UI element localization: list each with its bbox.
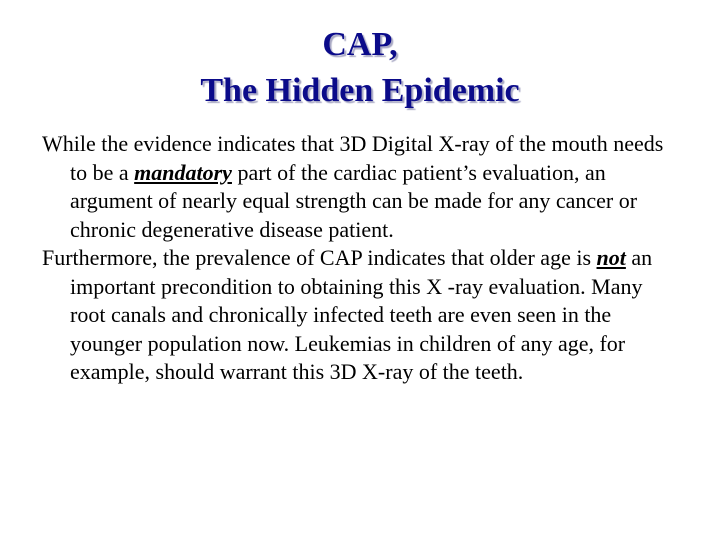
emphasis-not: not — [596, 245, 626, 270]
title-line-2: The Hidden Epidemic — [200, 72, 520, 109]
emphasis-mandatory: mandatory — [134, 159, 232, 185]
paragraph-1-text-after: part of the cardiac patient’s evaluation, an argument of nearly equal strength can be made for any cancer or chronic degenerative disease patient. — [70, 159, 638, 242]
body-paragraph-1 — [42, 130, 682, 244]
paragraph-1-text-before: While the evidence indicates that 3D Digital X-ray of the mouth needs to be a — [42, 131, 664, 185]
title-line-1: CAP, — [322, 26, 398, 63]
body-paragraph-2 — [42, 244, 682, 387]
paragraph-2-text-after: an important precondition to obtaining this X -ray evaluation. Many root canals and chronically infected teeth are even seen in the younger population now. Leukemias in children of any age, for example, should warrant this 3D X-ray of the teeth. — [70, 245, 653, 384]
paragraph-2-text-before: Furthermore, the prevalence of CAP indicates that older age is — [42, 245, 597, 270]
slide-title — [0, 22, 720, 114]
slide-body — [42, 130, 682, 387]
